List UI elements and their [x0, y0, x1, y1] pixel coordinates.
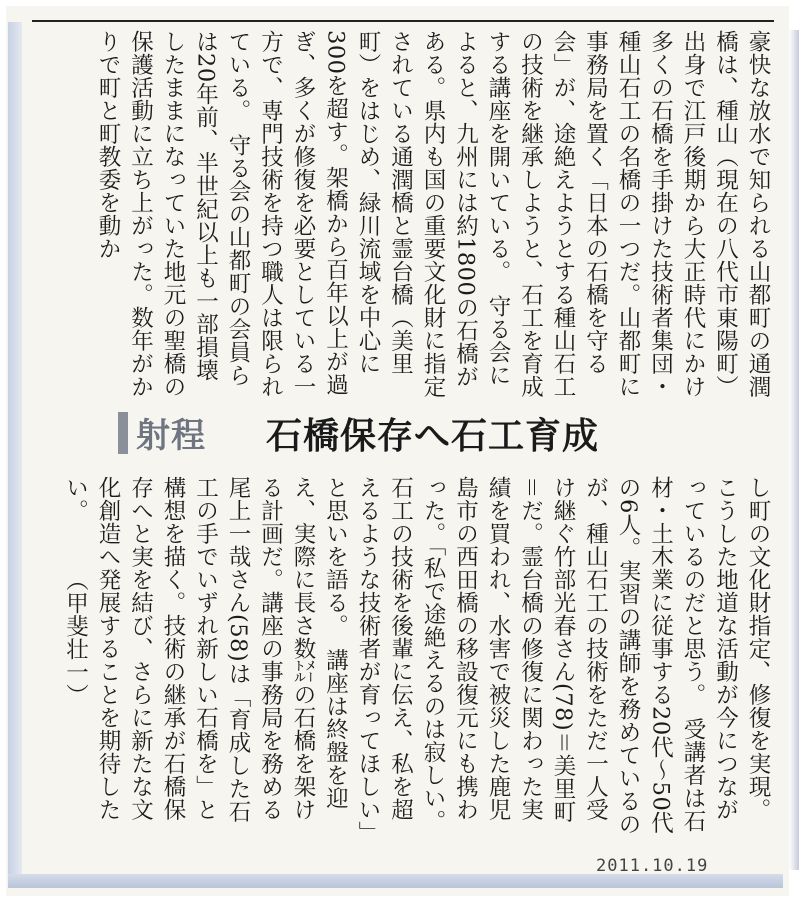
- column-title-band: [100, 404, 700, 464]
- article-body-lower: [38, 476, 774, 836]
- page-edge-shadow: [789, 30, 799, 870]
- article-text-lower: し町の文化財指定、修復を実現。こうした地道な活動が今につながっているのだと思う。 受講者は石材・土木業に従事する20代～50代の6人。実習の講師を務めているのが、種山石工の技術をただ一人受け継ぐ竹部光春さん(78)＝美里町＝だ。霊台橋の修復に関わった実績を買われ、水害で被災した鹿児島市の西田橋の移設復元にも携わった。「私で途絶えるのは寂しい。石工の技術を後輩に伝え、私を超えるような技術者が育ってほしい」と思いを語る。 講座は終盤を迎え、実際に長さ数㍍の石橋を架ける計画だ。講座の事務局を務める尾上一哉さん(58)は「育成した石工の手でいずれ新しい石橋を」と構想を描く。技術の継承が石橋保存へと実を結び、さらに新たな文化創造へ発展することを期待したい。 （甲斐壮一）: [62, 476, 771, 836]
- column-marker-bar: [118, 412, 128, 454]
- article-body-upper: [38, 30, 774, 398]
- publication-date: 2011.10.19: [596, 856, 709, 876]
- column-label: 射程: [136, 416, 206, 456]
- scan-bottom-edge: [8, 874, 783, 888]
- article-text-upper: 豪快な放水で知られる山都町の通潤橋は、種山（現在の八代市東陽町）出身で江戸後期から大正時代にかけ多くの石橋を手掛けた技術者集団・種山石工の名橋の一つだ。山都町に事務局を置く「日本の石橋を守る会」が、途絶えようとする種山石工の技術を継承しようと、石工を育成する講座を開いている。 守る会によると、九州には約1800の石橋がある。県内も国の重要文化財に指定されている通潤橋と霊台橋（美里町）をはじめ、緑川流域を中心に300を超す。架橋から百年以上が過ぎ、多くが修復を必要としている一方で、専門技術を持つ職人は限られている。 守る会の山都町の会員らは20年前、半世紀以上も一部損壊したままになっていた地元の聖橋の保護活動に立ち上がった。数年がかりで町と町教委を動か: [95, 30, 771, 398]
- headline: 石橋保存へ石工育成: [266, 415, 600, 457]
- top-rule: [32, 20, 774, 22]
- scan-left-edge: [8, 22, 22, 884]
